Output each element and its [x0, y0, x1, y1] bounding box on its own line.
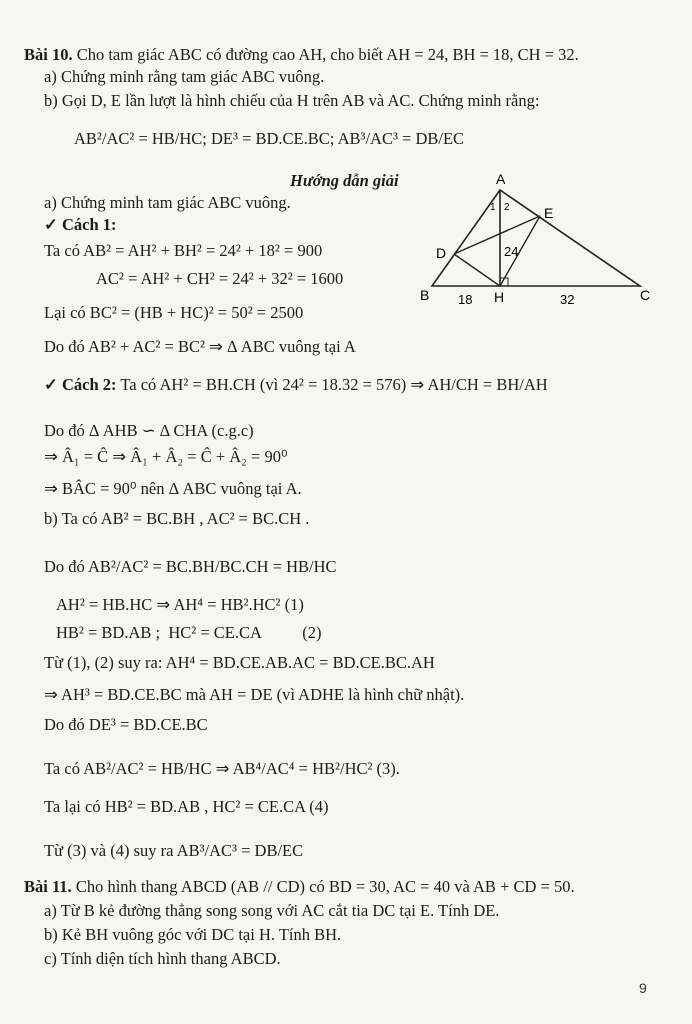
solution-b-line3: AH² = HB.HC ⇒ AH⁴ = HB².HC² (1) [56, 595, 304, 614]
exercise-10-label: Bài 10. [24, 45, 73, 64]
ex11-part-b: b) Kẻ BH vuông góc với DC tại H. Tính BH. [44, 925, 342, 944]
solution-b-line2: Do đó AB²/AC² = BC.BH/BC.CH = HB/HC [44, 557, 337, 576]
exercise-10-statement [24, 44, 579, 66]
label-h: H [494, 289, 505, 305]
solution-heading: Hướng dẫn giải [290, 171, 399, 190]
method1-line1: Ta có AB² = AH² + BH² = 24² + 18² = 900 [44, 241, 323, 260]
label-b: B [420, 287, 430, 303]
segment-de [454, 216, 540, 254]
ex10-formulas: AB²/AC² = HB/HC; DE³ = BD.CE.BC; AB³/AC³ = DB/EC [74, 129, 465, 148]
length-hc: 32 [560, 292, 575, 307]
method-2-line: ✓ Cách 2: Ta có AH² = BH.CH (vì 24² = 18.32 = 576) ⇒ AH/CH = BH/AH [44, 375, 548, 394]
label-a: A [496, 172, 506, 187]
page-number: 9 [639, 980, 647, 996]
label-e: E [544, 205, 554, 221]
method2-line4: ⇒ BÂC = 90⁰ nên Δ ABC vuông tại A. [44, 479, 302, 498]
solution-b-line7: Do đó DE³ = BD.CE.BC [44, 715, 208, 734]
solution-b-line6: ⇒ AH³ = BD.CE.BC mà AH = DE (vì ADHE là hình chữ nhật). [44, 685, 465, 704]
length-bh: 18 [458, 292, 473, 307]
method1-line3: Lại có BC² = (HB + HC)² = 50² = 2500 [44, 303, 304, 322]
exercise-10-text: Cho tam giác ABC có đường cao AH, cho biết AH = 24, BH = 18, CH = 32. [76, 45, 579, 64]
exercise-11-statement [24, 876, 575, 898]
solution-b-line9: Ta lại có HB² = BD.AB , HC² = CE.CA (4) [44, 797, 329, 816]
angle-label-1: 1 [490, 202, 496, 213]
solution-a-title: a) Chứng minh tam giác ABC vuông. [44, 193, 291, 212]
label-c: C [640, 287, 651, 303]
solution-b-line1: b) Ta có AB² = BC.BH , AC² = BC.CH . [44, 509, 310, 528]
solution-b-line5: Từ (1), (2) suy ra: AH⁴ = BD.CE.AB.AC = BD.CE.BC.AH [44, 653, 435, 672]
method1-line4: Do đó AB² + AC² = BC² ⇒ Δ ABC vuông tại A [44, 337, 356, 356]
ex11-part-c: c) Tính diện tích hình thang ABCD. [44, 949, 281, 968]
method2-line2: Do đó Δ AHB ∽ Δ CHA (c.g.c) [44, 421, 254, 440]
solution-b-line8: Ta có AB²/AC² = HB/HC ⇒ AB⁴/AC⁴ = HB²/HC² (3). [44, 759, 400, 778]
solution-b-line4: HB² = BD.AB ; HC² = CE.CA (2) [56, 623, 322, 642]
exercise-11-label: Bài 11. [24, 877, 72, 896]
exercise-11-text: Cho hình thang ABCD (AB // CD) có BD = 30, AC = 40 và AB + CD = 50. [75, 877, 575, 896]
angle-label-2: 2 [504, 202, 510, 213]
ex10-part-b: b) Gọi D, E lần lượt là hình chiếu của H trên AB và AC. Chứng minh rằng: [44, 91, 540, 110]
ex11-part-a: a) Từ B kẻ đường thẳng song song với AC cắt tia DC tại E. Tính DE. [44, 901, 500, 920]
length-ah: 24 [504, 244, 519, 259]
label-d: D [436, 245, 447, 261]
ex10-part-a: a) Chứng minh rằng tam giác ABC vuông. [44, 67, 325, 86]
method-1-label: ✓ Cách 1: [44, 215, 117, 234]
triangle-abc [432, 190, 640, 286]
method2-line3: ⇒ Â₁ = Ĉ ⇒ Â₁ + Â₂ = Ĉ + Â₂ = 90⁰ [44, 447, 288, 466]
segment-dh [454, 254, 500, 286]
triangle-figure [418, 172, 658, 312]
solution-b-line10: Từ (3) và (4) suy ra AB³/AC³ = DB/EC [44, 841, 304, 860]
method1-line2: AC² = AH² + CH² = 24² + 32² = 1600 [96, 269, 344, 288]
